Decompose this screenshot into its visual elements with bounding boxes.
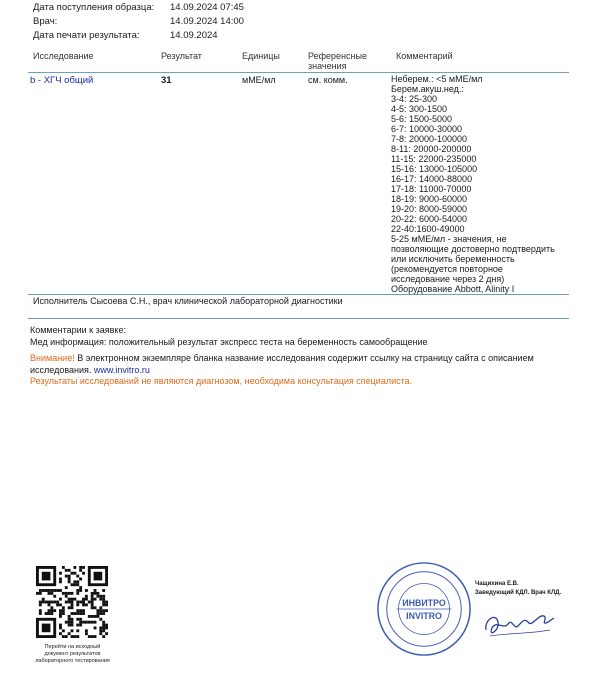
comment-line: или исключить беременность [391, 254, 515, 264]
comment-line: (рекомендуется повторное [391, 264, 503, 274]
received-label: Дата поступления образца: [33, 2, 155, 13]
lab-stamp [375, 560, 473, 658]
invitro-link[interactable]: www.invitro.ru [93, 365, 150, 375]
print-date-label: Дата печати результата: [33, 30, 140, 41]
qr-code[interactable] [36, 566, 108, 638]
doctor-value: 14.09.2024 14:00 [170, 16, 244, 27]
attention-text-2: исследования. [30, 365, 94, 375]
qr-caption-line-2: документ результатов [44, 651, 101, 657]
attention-text: В электронном экземпляре бланка название исследования содержит ссылку на страницу сайта с описанием [74, 353, 534, 363]
col-header-comment: Комментарий [396, 51, 453, 61]
attention-word: Внимание! [30, 353, 75, 363]
comment-line: 16-17: 14000-88000 [391, 174, 473, 184]
comment-line: 20-22: 6000-54000 [391, 214, 468, 224]
received-value: 14.09.2024 07:45 [170, 2, 244, 13]
signer-block [475, 580, 561, 598]
col-header-reference-line1: Референсные [308, 51, 367, 61]
stamp-top-text: ИНВИТРО [402, 598, 446, 609]
comment-line: 5-6: 1500-5000 [391, 114, 453, 124]
attention-note [30, 352, 575, 376]
signer-role: Заведующий КДЛ. Врач КЛД. [475, 590, 562, 596]
comment-line: 18-19: 9000-60000 [391, 194, 468, 204]
comment-line: 6-7: 10000-30000 [391, 124, 463, 134]
comment-line: 7-8: 20000-100000 [391, 134, 468, 144]
col-header-reference [308, 51, 367, 71]
performer-text: Исполнитель Сысоева С.Н., врач клинической лабораторной диагностики [33, 296, 343, 306]
col-header-result: Результат [161, 51, 202, 61]
comment-line: исследование через 2 дня) [391, 274, 505, 284]
col-header-units: Единицы [242, 51, 280, 61]
comment-line: 5-25 мМЕ/мл - значения, не [391, 234, 507, 244]
notes-title: Комментарии к заявке: [30, 325, 126, 335]
study-name-link[interactable]: b - ХГЧ общий [30, 75, 94, 86]
qr-caption-line-3: лабораторного тестирования [35, 658, 110, 664]
row-divider [28, 294, 569, 295]
comment-line: 4-5: 300-1500 [391, 104, 448, 114]
comment-line: 8-11: 20000-200000 [391, 144, 472, 154]
performer-divider [28, 318, 569, 319]
header-divider [28, 72, 569, 73]
comment-line: 15-16: 13000-105000 [391, 164, 478, 174]
comment-line: Неберем.: <5 мМЕ/мл [391, 74, 483, 84]
comment-line: 11-15: 22000-235000 [391, 154, 477, 164]
result-units: мМЕ/мл [242, 75, 276, 85]
stamp-bottom-text: INVITRO [406, 610, 442, 621]
qr-caption [25, 644, 120, 665]
qr-caption-line-1: Перейти на исходный [44, 644, 101, 650]
comment-line: 19-20: 8000-59000 [391, 204, 468, 214]
comment-line: 3-4: 25-300 [391, 94, 438, 104]
signature [478, 600, 558, 645]
comment-line: 22-40:1600-49000 [391, 224, 465, 234]
comment-line: позволяющие достоверно подтвердить [391, 244, 555, 254]
signer-name: Чащихина Е.В. [475, 581, 519, 587]
comment-line: 17-18: 11000-70000 [391, 184, 472, 194]
result-value: 31 [161, 75, 172, 86]
print-date-value: 14.09.2024 [170, 30, 218, 41]
comment-line: Берем.акуш.нед.: [391, 84, 464, 94]
doctor-label: Врач: [33, 16, 58, 27]
med-info: Мед информация: положительный результат экспресс теста на беременность самообращение [30, 337, 428, 347]
col-header-reference-line2: значения [308, 61, 347, 71]
reference-values: см. комм. [308, 75, 348, 85]
comment-block [391, 74, 581, 294]
comment-line: Оборудование Abbott, Alinity I [391, 284, 515, 294]
disclaimer: Результаты исследований не являются диагнозом, необходима консультация специалиста. [30, 376, 413, 386]
col-header-study: Исследование [33, 51, 94, 61]
